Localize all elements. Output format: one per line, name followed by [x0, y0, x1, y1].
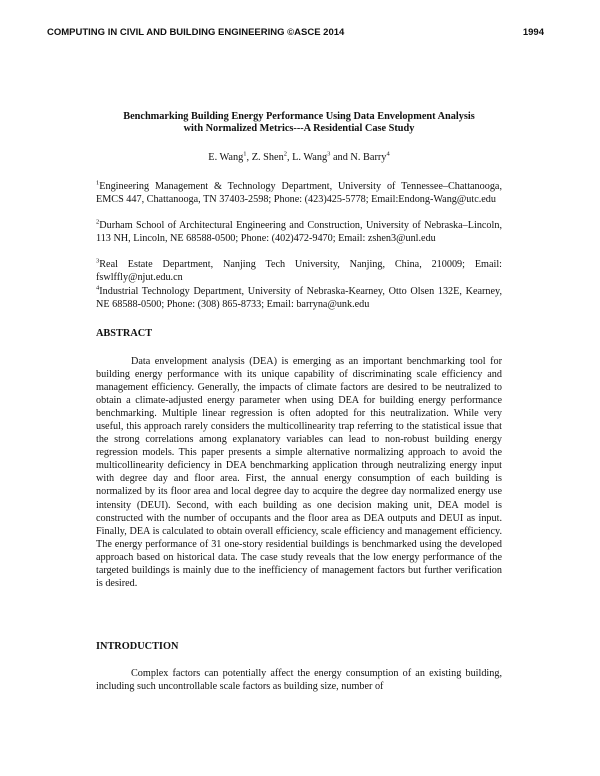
affiliation [96, 219, 502, 245]
author-affil-mark: 3 [327, 150, 331, 158]
affiliation [96, 285, 502, 311]
title-line-1: Benchmarking Building Energy Performance Using Data Envelopment Analysis [123, 111, 475, 122]
affiliation-mark: 4 [96, 284, 100, 292]
author-list [96, 151, 502, 164]
page-number: 1994 [522, 27, 544, 38]
affiliation-text: Industrial Technology Department, University of Nebraska-Kearney, Otto Olsen 132E, Kearney, NE 68588-0500; Phone: (308) 865-8733; Email: barryna@unk.edu [96, 286, 502, 311]
title-line-2: with Normalized Metrics---A Residential Case Study [183, 123, 415, 134]
author-affil-mark: 1 [243, 150, 247, 158]
author-name: , L. Wang [286, 152, 328, 163]
affiliation-mark: 1 [96, 179, 100, 187]
affiliation [96, 180, 502, 206]
affiliation-text: Real Estate Department, Nanjing Tech University, Nanjing, China, 210009; Email: fswlffly@njut.edu.cn [96, 259, 502, 284]
affiliation-mark: 3 [96, 257, 100, 265]
author-name: , Z. Shen [246, 152, 284, 163]
author-affil-mark: 4 [386, 150, 390, 158]
paper-title [96, 111, 502, 135]
introduction-paragraph: Complex factors can potentially affect the energy consumption of an existing building, including such uncontrollable scale factors as building size, number of [96, 668, 502, 693]
introduction-heading: INTRODUCTION [96, 641, 179, 652]
abstract-paragraph: Data envelopment analysis (DEA) is emerging as an important benchmarking tool for building energy performance with its unique capability of discriminating scale efficiency and management efficiency. Generally, the impacts of climate factors are desired to be neutralized to obtain a climate-adjusted energy parameter when using DEA for building energy performance benchmarking. Multiple linear regression is often adopted for this neutralization. While very useful, this approach rarely considers the multicollinearity trap referring to the statistical issue that the strong correlations among explanatory variables can lead to non-robust building energy regression models. This paper presents a simple alternative normalizing approach to avoid the multicollinearity deficiency in DEA benchmarking application through neutralizing energy input with degree day and floor area. First, the annual energy consumption of each building is normalized by its floor area and local degree day to acquire the degree day normalized energy use intensity (DEUI). Second, with each building as one decision making unit, DEA model is constructed with the number of occupants and the floor area as DEA outputs and DEUI as input. Finally, DEA is calculated to obtain overall efficiency, scale efficiency and management efficiency. The energy performance of 31 one-story residential buildings is benchmarked using the developed approach based on historical data. The case study reveals that the low energy performance of the targeted buildings is mainly due to the inefficiency of management factors but further verification is desired. [96, 356, 502, 589]
abstract-heading: ABSTRACT [96, 328, 153, 339]
affiliation-mark: 2 [96, 218, 100, 226]
header-conference: COMPUTING IN CIVIL AND BUILDING ENGINEERING ©ASCE 2014 [47, 27, 345, 38]
affiliation [96, 258, 502, 284]
author-name: E. Wang [208, 152, 244, 163]
author-affil-mark: 2 [283, 150, 287, 158]
author-name: and N. Barry [330, 152, 387, 163]
affiliation-text: Engineering Management & Technology Department, University of Tennessee–Chattanooga, EMCS 447, Chattanooga, TN 37403-2598; Phone: (423)425-5778; Email:Endong-Wang@utc.edu [96, 181, 502, 206]
affiliation-text: Durham School of Architectural Engineering and Construction, University of Nebraska–Lincoln, 113 NH, Lincoln, NE 68588-0500; Phone: (402)472-9470; Email: zshen3@unl.edu [96, 220, 502, 245]
